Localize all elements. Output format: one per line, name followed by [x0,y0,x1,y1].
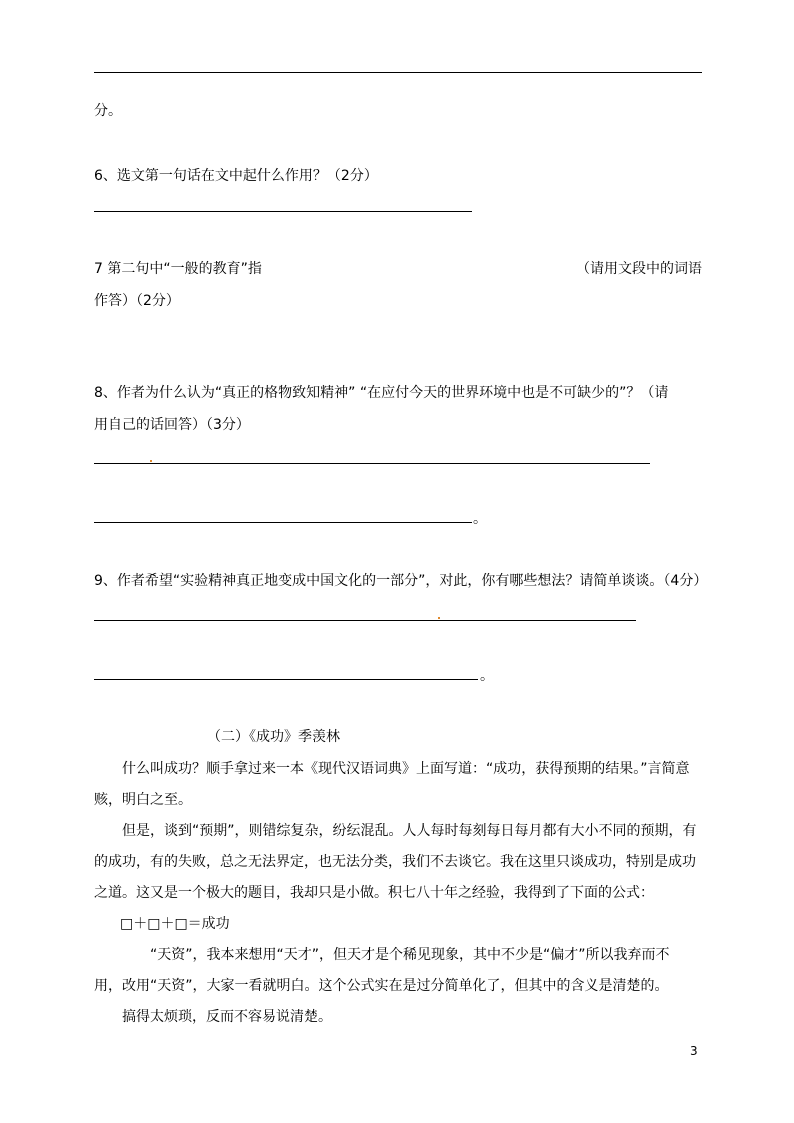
answer-line [94,463,650,464]
question-8-cont: 用自己的话回答）（3分） [94,417,250,433]
paragraph-line: “天资”，我本来想用“天才”，但天才是个稀见现象，其中不少是“偏才”所以我弃而不 [150,947,670,963]
paragraph-line: 的成功，有的失败，总之无法界定，也无法分类，我们不去谈它。我在这里只谈成功，特别是成功 [94,854,696,870]
period-mark: 。 [473,511,487,527]
paragraph-line: 用，改用“天资”，大家一看就明白。这个公式实在是过分简单化了，但其中的含义是清楚的。 [94,978,669,994]
question-7-hint: （请用文段中的词语 [576,261,702,277]
answer-line [94,620,636,621]
formula: □＋□＋□＝成功 [120,916,230,932]
page-number: 3 [690,1044,698,1058]
paragraph-line: 搞得太烦琐，反而不容易说清楚。 [122,1009,332,1025]
paragraph-line: 什么叫成功？顺手拿过来一本《现代汉语词典》上面写道：“成功，获得预期的结果。”言简意 [122,761,690,777]
answer-line [94,211,472,212]
question-9: 9、作者希望“实验精神真正地变成中国文化的一部分”，对此，你有哪些想法？请简单谈谈。（4分） [94,573,708,589]
question-6: 6、选文第一句话在文中起什么作用？（2分） [94,168,378,184]
orange-mark [150,460,152,462]
period-mark: 。 [480,668,494,684]
paragraph-line: 但是，谈到“预期”，则错综复杂，纷纭混乱。人人每时每刻每日每月都有大小不同的预期，有 [122,823,697,839]
section-title: （二）《成功》季羡林 [207,729,340,745]
header-rule [94,72,702,73]
question-7: 7 第二句中“一般的教育”指 [94,261,262,277]
answer-line [94,679,478,680]
text-line: 分。 [94,103,122,119]
paragraph-line: 赅，明白之至。 [94,792,192,808]
orange-mark [438,617,440,619]
answer-line [94,522,472,523]
question-7-cont: 作答）（2分） [94,293,180,309]
paragraph-line: 之道。这又是一个极大的题目，我却只是小做。积七八十年之经验，我得到了下面的公式： [94,885,654,901]
question-8: 8、作者为什么认为“真正的格物致知精神” “在应付今天的世界环境中也是不可缺少的”？（请 [94,385,669,401]
